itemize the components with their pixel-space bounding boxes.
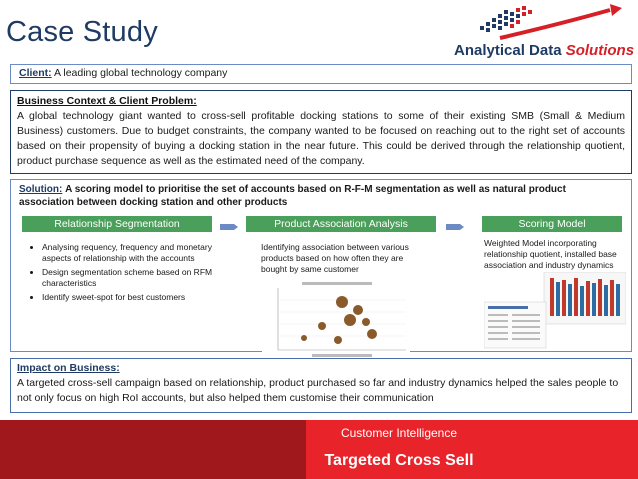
client-label: Client: (19, 67, 52, 79)
client-box (10, 64, 632, 84)
phase-relationship-segmentation: Relationship Segmentation (22, 216, 212, 232)
footer-title: Targeted Cross Sell (324, 452, 474, 469)
arrow-icon (446, 219, 464, 229)
footer-banner (0, 420, 638, 479)
footer-left-panel (0, 420, 306, 479)
footer-subtitle: Customer Intelligence (340, 426, 458, 440)
list-item: • Design segmentation scheme based on RFM characteristics (42, 267, 222, 288)
phase-product-association: Product Association Analysis (246, 216, 436, 232)
context-heading: Business Context & Client Problem: (17, 95, 197, 107)
context-box (10, 90, 632, 174)
list-item: • Analysing requency, frequency and monetary aspects of relationship with the accounts (42, 242, 222, 263)
phase-scoring-model: Scoring Model (482, 216, 622, 232)
list-item: • Identify sweet-spot for best customers (42, 292, 222, 303)
arrow-icon (220, 219, 238, 229)
impact-heading: Impact on Business: (17, 362, 120, 374)
logo-text-part2: Solutions (565, 42, 635, 59)
logo-text (454, 42, 634, 59)
scoring-model-screenshot-image (484, 272, 626, 350)
segmentation-bullets (28, 242, 222, 307)
page-title: Case Study (6, 16, 158, 48)
association-text: Identifying association between various products based on how often they are bought by same customer (261, 242, 409, 274)
company-logo (440, 4, 636, 64)
solution-label: Solution: (19, 184, 63, 195)
impact-text: A targeted cross-sell campaign based on relationship, product purchased so far and industry dynamics helped the sales people to not only focus on high RoI accounts, but also helped them customise their communication (17, 377, 619, 404)
logo-graphic (440, 4, 636, 44)
scoring-text: Weighted Model incorporating relationship quotient, installed base association and industry dynamics (484, 238, 617, 270)
impact-box (10, 358, 632, 413)
client-text: A leading global technology company (54, 67, 228, 79)
association-bubble-chart-image (262, 280, 410, 362)
context-text: A global technology giant wanted to cross-sell profitable docking stations to some of their existing SMB (Small & Medium Business) customers. Due to budget constraints, the company wanted to be focused on reaching out to the right set of accounts based on their propensity of buying a docking station in the near future. This could be derived through the relationship quotient, product purchase sequence as well as the estimated need of the company. (17, 110, 625, 167)
solution-text: A scoring model to prioritise the set of accounts based on R-F-M segmentation as well as natural product association between docking station and other products (19, 184, 566, 208)
logo-text-part1: Analytical Data (454, 42, 566, 59)
